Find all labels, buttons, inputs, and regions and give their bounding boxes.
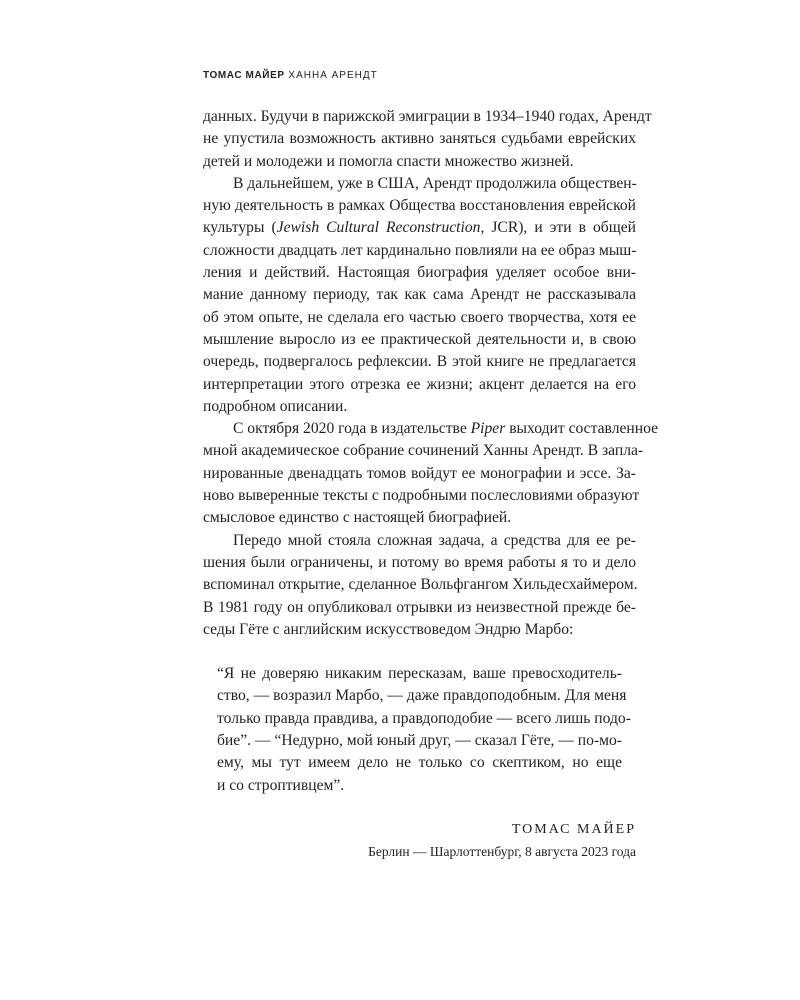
paragraph xyxy=(203,106,652,173)
quote-line: и со строптивцем”. xyxy=(217,776,345,794)
italic-term: Jewish Cultural Reconstruction xyxy=(276,219,481,237)
running-head-author: ТОМАС МАЙЕР xyxy=(203,70,285,81)
paragraph xyxy=(203,530,636,641)
text-line: В дальнейшем, уже в США, Арендт продолжила обществен- xyxy=(233,174,637,192)
quote-line: бие”. — “Недурно, мой юный друг, — сказал Гёте, — по-мо- xyxy=(217,732,622,750)
text-line: ную деятельность в рамках Общества восстановления еврейской xyxy=(203,197,636,215)
text-line: седы Гёте с английским искусствоведом Эндрю Марбо: xyxy=(203,620,574,638)
running-head-title: ХАННА АРЕНДТ xyxy=(288,70,378,81)
signature xyxy=(203,819,636,863)
text-line: данных. Будучи в парижской эмиграции в 1934–1940 годах, Арендт xyxy=(203,108,652,125)
text-line: мание данному периоду, так как сама Арендт не рассказывала xyxy=(203,286,636,304)
text-line: шения были ограничены, и потому во время работы я то и дело xyxy=(203,553,636,571)
quote-line: ему, мы тут имеем дело не только со скептиком, но еще xyxy=(217,754,622,772)
paragraph xyxy=(203,418,658,529)
quote-line: “Я не доверяю никаким пересказам, ваше превосходитель- xyxy=(217,665,622,683)
text-line: смысловое единство с настоящей биографией. xyxy=(203,509,512,527)
running-head xyxy=(203,70,378,81)
text-line: вспоминал открытие, сделанное Вольфгангом Хильдесхаймером. xyxy=(203,576,638,594)
italic-term: Piper xyxy=(470,420,506,438)
text-line: нированные двенадцать томов войдут ее монографии и эссе. За- xyxy=(203,464,636,482)
text-line: В 1981 году он опубликовал отрывки из неизвестной прежде бе- xyxy=(203,598,636,616)
text-line: детей и молодежи и помогла спасти множество жизней. xyxy=(203,152,574,170)
quote-line: только правда правдива, а правдоподобие — всего лишь подо- xyxy=(217,709,631,727)
text-line: сложности двадцать лет кардинально повлияли на ее образ мыш- xyxy=(203,241,637,259)
text-line: об этом опыте, не сделала его частью своего творчества, хотя ее xyxy=(203,308,636,326)
text-line: Передо мной стояла сложная задача, а средства для ее ре- xyxy=(233,531,636,549)
text-line: культуры (Jewish Cultural Reconstruction, JCR), и эти в общей xyxy=(203,219,636,237)
text-line: интерпретации этого отрезка ее жизни; акцент делается на его xyxy=(203,375,636,393)
text-line: очередь, подвергалось рефлексии. В этой книге не предлагается xyxy=(203,353,636,371)
quote-line: ство, — возразил Марбо, — даже правдоподобным. Для меня xyxy=(217,687,627,705)
paragraph xyxy=(203,173,636,418)
block-quote xyxy=(203,663,631,797)
signature-name: ТОМАС МАЙЕР xyxy=(511,821,636,837)
text-line: ления и действий. Настоящая биография уделяет особое вни- xyxy=(203,264,636,282)
text-line: С октября 2020 года в издательстве Piper выходит составленное xyxy=(233,420,658,438)
text-line: ново выверенные тексты с подробными послесловиями образуют xyxy=(203,487,640,505)
text-line: подробном описании. xyxy=(203,397,348,415)
body-text xyxy=(203,106,658,863)
text-line: мной академическое собрание сочинений Ханны Арендт. В запла- xyxy=(203,442,644,460)
text-line: мышление выросло из ее практической деятельности и, в свою xyxy=(203,330,636,348)
signature-place-date: Берлин — Шарлоттенбург, 8 августа 2023 года xyxy=(368,843,636,859)
paragraphs xyxy=(203,106,658,641)
text-line: не упустила возможность активно заняться судьбами еврейских xyxy=(203,130,636,148)
